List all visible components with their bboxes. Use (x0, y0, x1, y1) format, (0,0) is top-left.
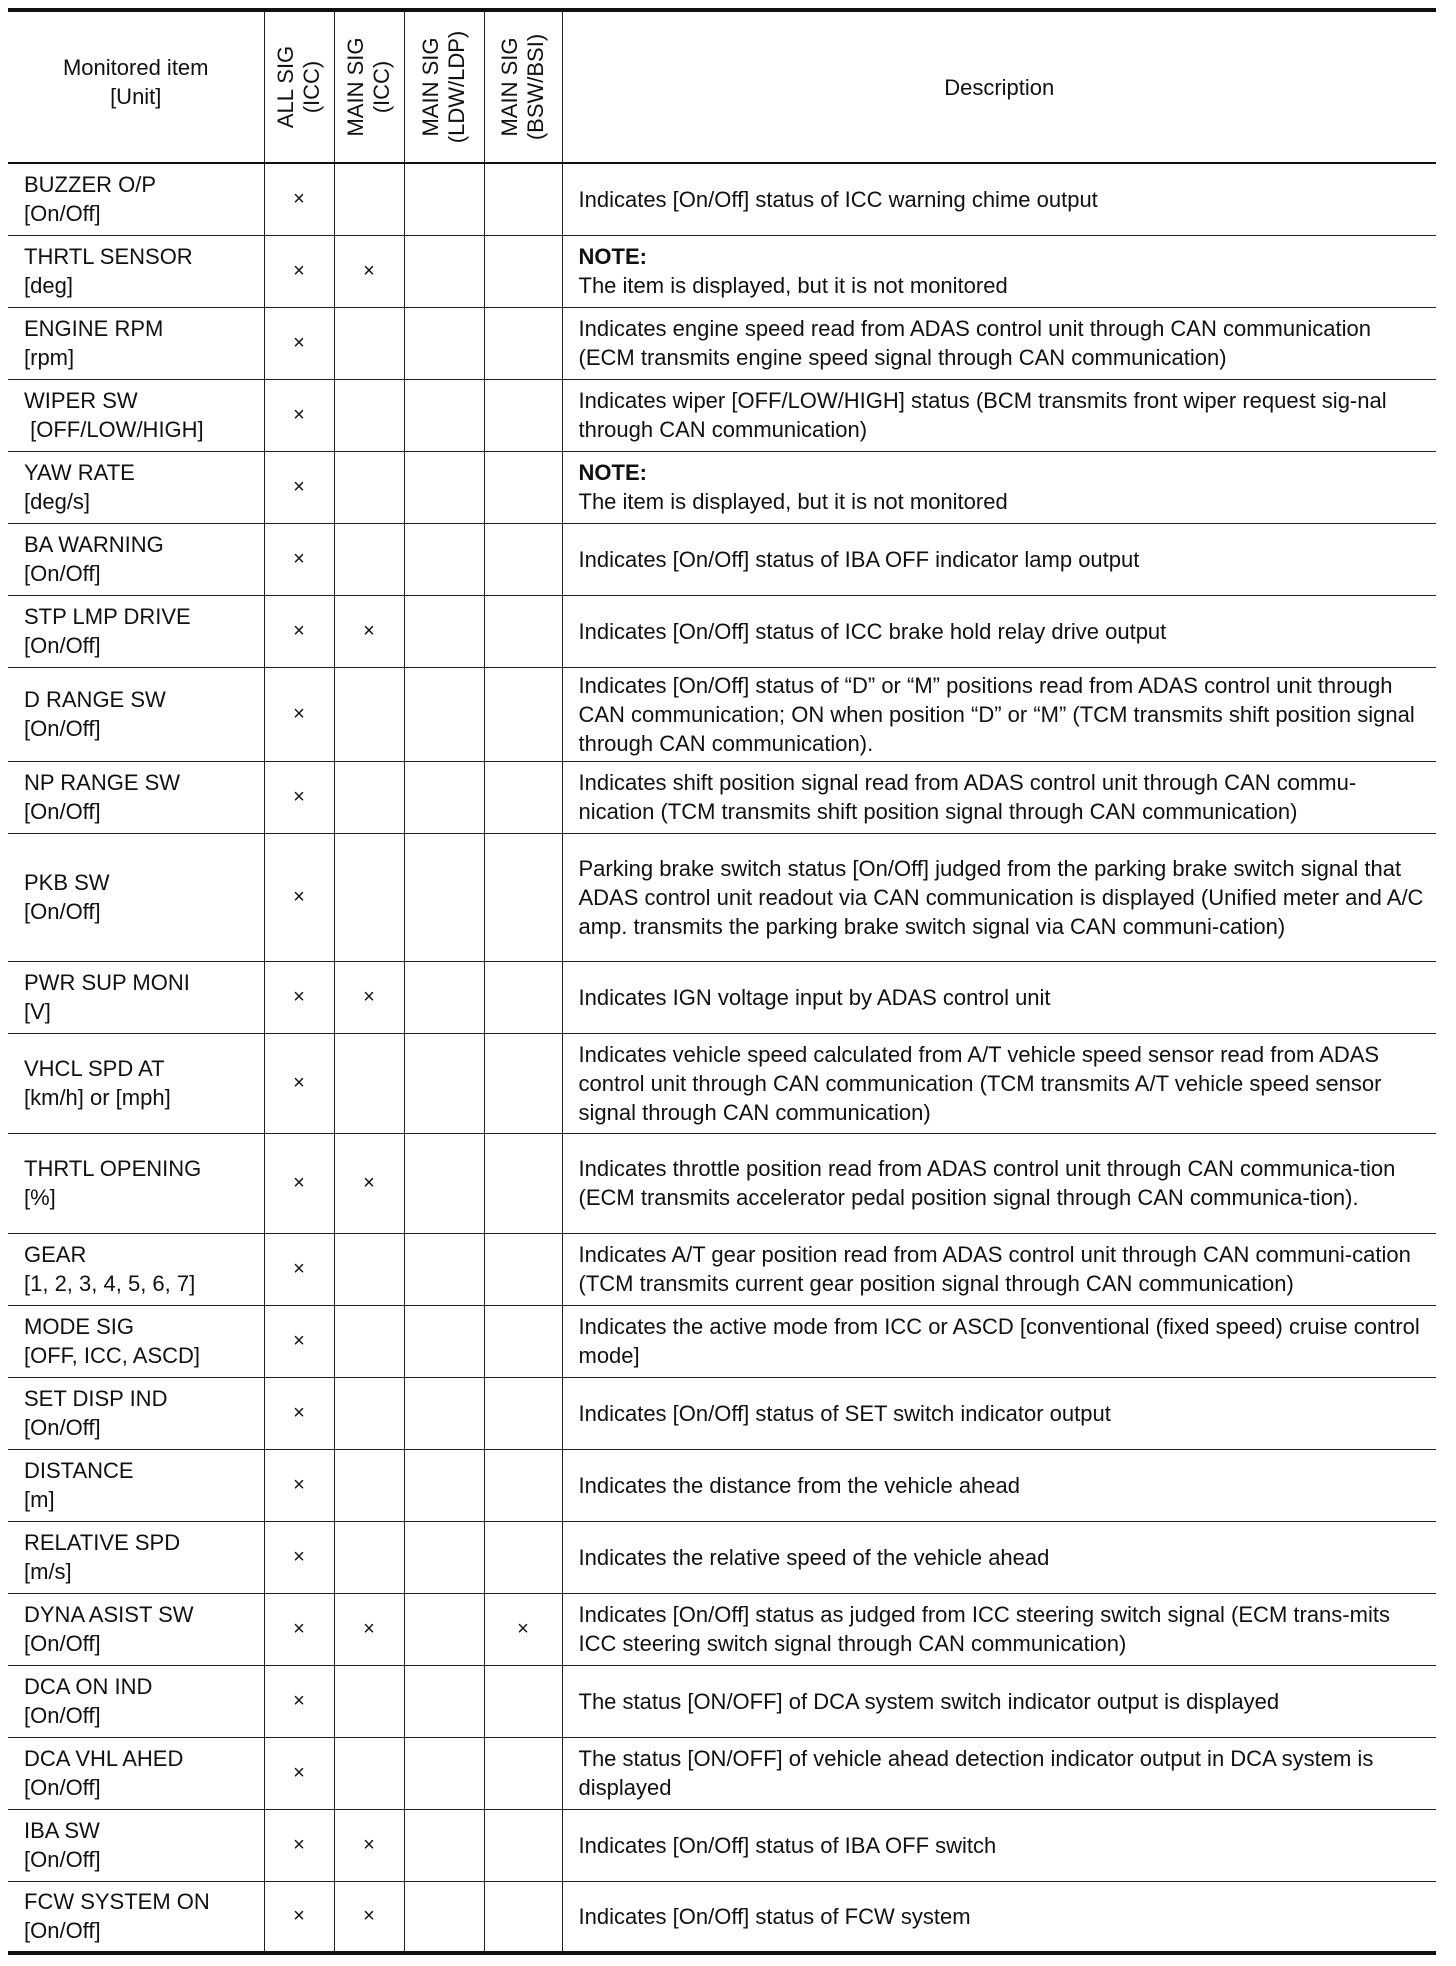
mark-cell (334, 379, 404, 451)
header-col-line2: (ICC) (369, 60, 394, 114)
note-label: NOTE: (578, 244, 647, 269)
cross-mark: × (363, 619, 375, 642)
header-main-sig-bsw-bsi (484, 10, 562, 163)
description-cell (562, 235, 1436, 307)
header-description: Description (562, 10, 1436, 163)
mark-cell (334, 1665, 404, 1737)
cross-mark: × (363, 1171, 375, 1194)
mark-cell (484, 1881, 562, 1953)
item-name: NP RANGE SW (24, 770, 181, 795)
description-text: Indicates the relative speed of the vehicle ahead (578, 1544, 1050, 1570)
mark-cell (404, 451, 484, 523)
description-cell (562, 667, 1436, 761)
monitored-item-cell (8, 1737, 264, 1809)
description-cell (562, 1665, 1436, 1737)
monitored-item-cell (8, 1521, 264, 1593)
mark-cell (484, 1305, 562, 1377)
mark-cell (484, 1449, 562, 1521)
monitored-item-cell (8, 833, 264, 961)
item-unit: [On/Off] (24, 201, 101, 227)
mark-cell (264, 1377, 334, 1449)
item-name: DISTANCE (24, 1458, 134, 1483)
item-unit: [On/Off] (24, 1847, 101, 1872)
cross-mark: × (293, 547, 305, 570)
item-unit: [V] (24, 999, 51, 1024)
description-text: Indicates IGN voltage input by ADAS control unit (578, 984, 1051, 1010)
mark-cell (484, 163, 562, 235)
item-unit: [deg/s] (24, 489, 91, 514)
monitored-item-cell (8, 451, 264, 523)
mark-cell (404, 1593, 484, 1665)
mark-cell (404, 523, 484, 595)
item-name: MODE SIG (24, 1314, 135, 1339)
mark-cell (404, 235, 484, 307)
description-text: The item is displayed, but it is not monitored (578, 489, 1008, 514)
mark-cell (334, 235, 404, 307)
description-text: Parking brake switch status [On/Off] judged from the parking brake switch signal that ADAS control unit readout via CAN communication is displayed (Unified meter and A/C amp. transmits the parking brake switch signal via CAN communi-cation) (578, 855, 1424, 939)
description-text: Indicates [On/Off] status of ICC warning chime output (578, 186, 1098, 212)
description-cell (562, 1377, 1436, 1449)
mark-cell (404, 1665, 484, 1737)
monitored-item-cell (8, 1233, 264, 1305)
item-name: SET DISP IND (24, 1386, 168, 1411)
cross-mark: × (293, 475, 305, 498)
item-unit: [m] (24, 1487, 55, 1512)
mark-cell (484, 235, 562, 307)
mark-cell (264, 1809, 334, 1881)
description-cell (562, 761, 1436, 833)
monitored-item-cell (8, 1665, 264, 1737)
table-row (8, 1033, 1436, 1133)
item-unit: [On/Off] (24, 899, 101, 924)
cross-mark: × (293, 1071, 305, 1094)
table-row (8, 1377, 1436, 1449)
mark-cell (484, 1377, 562, 1449)
mark-cell (404, 1809, 484, 1881)
cross-mark: × (293, 619, 305, 642)
item-name: IBA SW (24, 1818, 100, 1843)
mark-cell (264, 235, 334, 307)
monitored-item-cell (8, 1593, 264, 1665)
description-cell (562, 961, 1436, 1033)
header-item-line1: Monitored item (62, 55, 209, 80)
table-row (8, 761, 1436, 833)
mark-cell (264, 761, 334, 833)
description-cell (562, 451, 1436, 523)
monitored-item-cell (8, 595, 264, 667)
cross-mark: × (293, 985, 305, 1008)
mark-cell (404, 1449, 484, 1521)
description-text: Indicates wiper [OFF/LOW/HIGH] status (BCM transmits front wiper request sig-nal through CAN communication) (578, 388, 1387, 442)
table-row (8, 451, 1436, 523)
description-text: Indicates [On/Off] status of SET switch indicator output (578, 1400, 1111, 1426)
mark-cell (334, 1881, 404, 1953)
description-text: Indicates [On/Off] status of FCW system (578, 1903, 971, 1929)
monitored-item-cell (8, 1449, 264, 1521)
cross-mark: × (293, 1329, 305, 1352)
item-name: STP LMP DRIVE (24, 604, 191, 629)
description-cell (562, 595, 1436, 667)
item-unit: [On/Off] (24, 1703, 101, 1728)
item-unit: [%] (24, 1185, 56, 1210)
mark-cell (264, 833, 334, 961)
description-text: Indicates [On/Off] status of IBA OFF indicator lamp output (578, 546, 1140, 572)
table-row (8, 523, 1436, 595)
mark-cell (264, 379, 334, 451)
description-text: Indicates A/T gear position read from ADAS control unit through CAN communi-cation (TCM transmits current gear position signal through CAN communication) (578, 1242, 1411, 1296)
item-unit: [1, 2, 3, 4, 5, 6, 7] (24, 1271, 196, 1296)
item-unit: [On/Off] (24, 1415, 101, 1440)
table-row (8, 163, 1436, 235)
cross-mark: × (293, 1617, 305, 1640)
description-text: Indicates [On/Off] status of IBA OFF switch (578, 1832, 997, 1858)
description-cell (562, 379, 1436, 451)
mark-cell (334, 451, 404, 523)
cross-mark: × (363, 1617, 375, 1640)
mark-cell (264, 1133, 334, 1233)
monitored-item-cell (8, 961, 264, 1033)
item-name: D RANGE SW (24, 687, 166, 712)
cross-mark: × (363, 259, 375, 282)
mark-cell (484, 523, 562, 595)
mark-cell (334, 1233, 404, 1305)
cross-mark: × (293, 1904, 305, 1927)
mark-cell (334, 595, 404, 667)
header-monitored-item (8, 10, 264, 163)
mark-cell (484, 451, 562, 523)
item-name: THRTL OPENING (24, 1156, 202, 1181)
item-unit: [km/h] or [mph] (24, 1085, 171, 1110)
mark-cell (334, 667, 404, 761)
monitored-item-cell (8, 1133, 264, 1233)
item-unit: [m/s] (24, 1559, 72, 1584)
mark-cell (484, 1033, 562, 1133)
table-header-row (8, 10, 1436, 163)
description-text: Indicates the distance from the vehicle ahead (578, 1472, 1020, 1498)
header-col-line2: (BSW/BSI) (523, 33, 548, 141)
mark-cell (484, 307, 562, 379)
item-unit: [OFF/LOW/HIGH] (24, 417, 204, 442)
mark-cell (404, 1737, 484, 1809)
monitored-item-cell (8, 1809, 264, 1881)
table-row (8, 833, 1436, 961)
mark-cell (264, 595, 334, 667)
description-text: Indicates the active mode from ICC or ASCD [conventional (fixed speed) cruise control mode] (578, 1314, 1420, 1368)
table-row (8, 379, 1436, 451)
description-cell (562, 1593, 1436, 1665)
mark-cell (404, 667, 484, 761)
item-name: ENGINE RPM (24, 316, 164, 341)
monitored-item-cell (8, 1377, 264, 1449)
item-name: YAW RATE (24, 460, 135, 485)
mark-cell (334, 961, 404, 1033)
item-name: BUZZER O/P (24, 172, 157, 198)
mark-cell (264, 451, 334, 523)
mark-cell (484, 1521, 562, 1593)
mark-cell (334, 1033, 404, 1133)
mark-cell (264, 1033, 334, 1133)
description-text: The item is displayed, but it is not monitored (578, 273, 1008, 298)
cross-mark: × (293, 187, 305, 210)
mark-cell (484, 1593, 562, 1665)
table-row (8, 1737, 1436, 1809)
header-col-line1: MAIN SIG (418, 37, 443, 137)
mark-cell (484, 1133, 562, 1233)
mark-cell (334, 307, 404, 379)
table-row (8, 1233, 1436, 1305)
table-row (8, 1521, 1436, 1593)
monitored-item-cell (8, 163, 264, 235)
table-row (8, 307, 1436, 379)
monitored-item-cell (8, 1305, 264, 1377)
cross-mark: × (293, 885, 305, 908)
monitored-item-cell (8, 379, 264, 451)
mark-cell (264, 1737, 334, 1809)
cross-mark: × (293, 1761, 305, 1784)
item-name: PWR SUP MONI (24, 970, 190, 995)
description-cell (562, 1305, 1436, 1377)
cross-mark: × (517, 1617, 529, 1640)
mark-cell (264, 961, 334, 1033)
mark-cell (404, 307, 484, 379)
item-unit: [On/Off] (24, 633, 101, 658)
item-unit: [OFF, ICC, ASCD] (24, 1343, 201, 1368)
mark-cell (334, 1133, 404, 1233)
mark-cell (264, 523, 334, 595)
cross-mark: × (293, 331, 305, 354)
cross-mark: × (293, 1545, 305, 1568)
mark-cell (484, 833, 562, 961)
description-text: Indicates engine speed read from ADAS control unit through CAN communication (ECM transmits engine speed signal through CAN communication) (578, 316, 1371, 370)
description-cell (562, 1449, 1436, 1521)
description-cell (562, 833, 1436, 961)
item-name: WIPER SW (24, 388, 138, 413)
item-name: DCA VHL AHED (24, 1746, 184, 1771)
item-unit: [On/Off] (24, 561, 101, 586)
header-col-line2: (ICC) (299, 60, 324, 114)
mark-cell (404, 1521, 484, 1593)
description-cell (562, 307, 1436, 379)
monitored-item-cell (8, 523, 264, 595)
item-name: VHCL SPD AT (24, 1056, 165, 1081)
mark-cell (264, 1233, 334, 1305)
mark-cell (484, 1665, 562, 1737)
cross-mark: × (363, 1833, 375, 1856)
cross-mark: × (293, 702, 305, 725)
item-unit: [On/Off] (24, 1631, 101, 1656)
monitored-item-cell (8, 1881, 264, 1953)
cross-mark: × (293, 1257, 305, 1280)
mark-cell (484, 961, 562, 1033)
mark-cell (264, 1881, 334, 1953)
mark-cell (484, 1809, 562, 1881)
header-item-line2: [Unit] (110, 84, 162, 109)
item-name: THRTL SENSOR (24, 244, 193, 269)
description-cell (562, 1133, 1436, 1233)
cross-mark: × (293, 1833, 305, 1856)
mark-cell (264, 307, 334, 379)
table-row (8, 595, 1436, 667)
item-name: PKB SW (24, 870, 110, 895)
mark-cell (484, 1233, 562, 1305)
header-col-line2: (LDW/LDP) (444, 30, 469, 144)
description-text: The status [ON/OFF] of vehicle ahead detection indicator output in DCA system is displayed (578, 1746, 1374, 1800)
mark-cell (264, 667, 334, 761)
description-cell (562, 1737, 1436, 1809)
mark-cell (334, 833, 404, 961)
monitored-item-cell (8, 1033, 264, 1133)
description-cell (562, 163, 1436, 235)
header-all-sig-icc (264, 10, 334, 163)
mark-cell (484, 595, 562, 667)
monitored-items-table (8, 8, 1436, 1955)
mark-cell (334, 1377, 404, 1449)
table-row (8, 1881, 1436, 1953)
item-unit: [On/Off] (24, 1775, 101, 1800)
table-row (8, 1809, 1436, 1881)
header-main-sig-ldw-ldp (404, 10, 484, 163)
mark-cell (484, 667, 562, 761)
table-row (8, 1449, 1436, 1521)
mark-cell (334, 1449, 404, 1521)
description-text: Indicates throttle position read from ADAS control unit through CAN communica-tion (ECM transmits accelerator pedal position signal through CAN communica-tion). (578, 1156, 1396, 1210)
cross-mark: × (293, 785, 305, 808)
table-row (8, 1305, 1436, 1377)
item-name: DYNA ASIST SW (24, 1602, 194, 1627)
description-text: Indicates [On/Off] status of ICC brake hold relay drive output (578, 618, 1167, 644)
table-row (8, 1133, 1436, 1233)
header-col-line1: MAIN SIG (343, 37, 368, 137)
description-cell (562, 1033, 1436, 1133)
monitored-item-cell (8, 667, 264, 761)
mark-cell (264, 163, 334, 235)
table-row (8, 1593, 1436, 1665)
table-row (8, 235, 1436, 307)
cross-mark: × (293, 259, 305, 282)
mark-cell (484, 761, 562, 833)
mark-cell (334, 1305, 404, 1377)
cross-mark: × (363, 1904, 375, 1927)
item-name: DCA ON IND (24, 1674, 153, 1699)
mark-cell (404, 1133, 484, 1233)
description-cell (562, 1521, 1436, 1593)
cross-mark: × (293, 1473, 305, 1496)
description-cell (562, 1233, 1436, 1305)
mark-cell (484, 379, 562, 451)
mark-cell (264, 1665, 334, 1737)
mark-cell (404, 163, 484, 235)
mark-cell (264, 1305, 334, 1377)
mark-cell (404, 1305, 484, 1377)
mark-cell (404, 1377, 484, 1449)
item-unit: [On/Off] (24, 716, 101, 741)
description-cell (562, 1881, 1436, 1953)
mark-cell (404, 1033, 484, 1133)
monitored-item-cell (8, 307, 264, 379)
cross-mark: × (363, 985, 375, 1008)
mark-cell (334, 1737, 404, 1809)
description-cell (562, 523, 1436, 595)
mark-cell (404, 961, 484, 1033)
cross-mark: × (293, 1689, 305, 1712)
mark-cell (404, 761, 484, 833)
description-cell (562, 1809, 1436, 1881)
description-text: Indicates shift position signal read from ADAS control unit through CAN commu-nication (TCM transmits shift position signal through CAN communication) (578, 770, 1357, 824)
header-col-line1: ALL SIG (273, 45, 298, 129)
mark-cell (334, 163, 404, 235)
item-name: BA WARNING (24, 532, 164, 557)
description-text: Indicates [On/Off] status as judged from ICC steering switch signal (ECM trans-mits ICC steering switch signal through CAN communication) (578, 1602, 1390, 1656)
item-name: RELATIVE SPD (24, 1530, 181, 1555)
mark-cell (334, 1521, 404, 1593)
item-unit: [On/Off] (24, 1918, 101, 1944)
monitored-item-cell (8, 235, 264, 307)
item-name: GEAR (24, 1242, 87, 1267)
cross-mark: × (293, 403, 305, 426)
description-text: The status [ON/OFF] of DCA system switch indicator output is displayed (578, 1688, 1280, 1714)
item-name: FCW SYSTEM ON (24, 1889, 210, 1915)
mark-cell (484, 1737, 562, 1809)
item-unit: [rpm] (24, 345, 75, 370)
mark-cell (404, 833, 484, 961)
mark-cell (334, 1809, 404, 1881)
monitored-item-cell (8, 761, 264, 833)
cross-mark: × (293, 1171, 305, 1194)
table-row (8, 961, 1436, 1033)
mark-cell (334, 1593, 404, 1665)
item-unit: [deg] (24, 273, 73, 298)
mark-cell (404, 595, 484, 667)
mark-cell (334, 761, 404, 833)
mark-cell (404, 1233, 484, 1305)
table-row (8, 667, 1436, 761)
header-col-line1: MAIN SIG (497, 37, 522, 137)
table-row (8, 1665, 1436, 1737)
description-text: Indicates [On/Off] status of “D” or “M” positions read from ADAS control unit through CAN communication; ON when position “D” or “M” (TCM transmits shift position signal through CAN communication). (578, 672, 1415, 756)
mark-cell (264, 1521, 334, 1593)
mark-cell (264, 1449, 334, 1521)
mark-cell (404, 379, 484, 451)
mark-cell (334, 523, 404, 595)
mark-cell (404, 1881, 484, 1953)
item-unit: [On/Off] (24, 799, 101, 824)
cross-mark: × (293, 1401, 305, 1424)
mark-cell (264, 1593, 334, 1665)
description-text: Indicates vehicle speed calculated from A/T vehicle speed sensor read from ADAS control unit through CAN communication (TCM transmits A/T vehicle speed sensor signal through CAN communication) (578, 1041, 1382, 1125)
header-main-sig-icc (334, 10, 404, 163)
note-label: NOTE: (578, 460, 647, 485)
